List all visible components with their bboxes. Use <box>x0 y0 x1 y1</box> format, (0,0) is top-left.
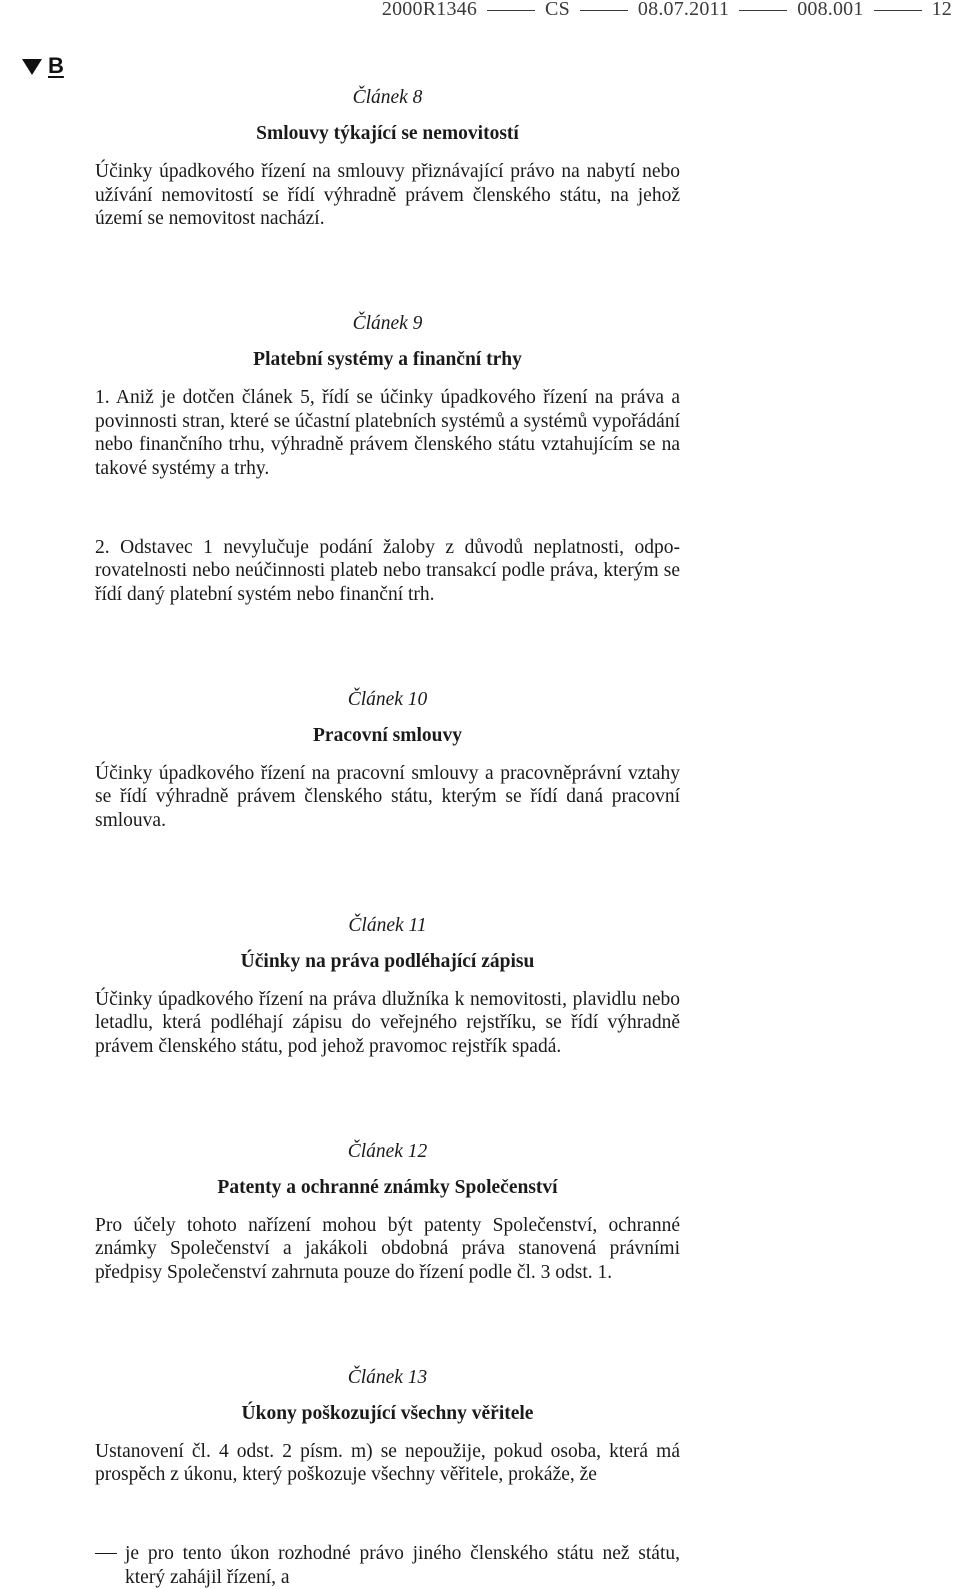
article-title: Účinky na práva podléhající zápisu <box>95 950 680 974</box>
running-header <box>382 0 952 21</box>
article-label: Článek 10 <box>95 688 680 712</box>
doc-id: 2000R1346 <box>382 0 477 20</box>
article-8 <box>95 86 680 231</box>
article-label: Článek 9 <box>95 312 680 336</box>
header-dash <box>739 10 787 11</box>
article-9 <box>95 312 680 606</box>
article-title: Pracovní smlouvy <box>95 724 680 748</box>
header-dash <box>487 10 535 11</box>
amendment-marker-letter: B <box>48 53 64 78</box>
amendment-marker <box>22 53 64 79</box>
doc-lang: CS <box>545 0 570 20</box>
dash-bullet-icon <box>95 1553 117 1589</box>
dash-list-item <box>95 1542 680 1589</box>
article-title: Smlouvy týkající se nemovitostí <box>95 122 680 146</box>
article-paragraph: Účinky úpadkového řízení na smlouvy přiznávající právo na nabytí nebo užívání nemovitostí se řídí výhradně právem členského státu, na jehož území se nemovitost nachází. <box>95 160 680 231</box>
article-label: Článek 12 <box>95 1140 680 1164</box>
article-label: Článek 8 <box>95 86 680 110</box>
doc-date: 08.07.2011 <box>638 0 729 20</box>
doc-version: 008.001 <box>797 0 863 20</box>
article-paragraph: Ustanovení čl. 4 odst. 2 písm. m) se nepoužije, pokud osoba, která má prospěch z úkonu, který poškozuje všechny věřitele, prokáže, že <box>95 1440 680 1487</box>
article-paragraph: Účinky úpadkového řízení na pracovní smlouvy a pracovněprávní vztahy se řídí výhradně právem členského státu, kterým se řídí daná pracovní smlouva. <box>95 762 680 833</box>
article-13 <box>95 1366 680 1589</box>
article-label: Článek 11 <box>95 914 680 938</box>
header-dash <box>874 10 922 11</box>
article-12 <box>95 1140 680 1285</box>
dash-list-item-text: je pro tento úkon rozhodné právo jiného členského státu než státu, který zahájil řízení, a <box>125 1542 680 1589</box>
article-title: Úkony poškozující všechny věřitele <box>95 1402 680 1426</box>
article-paragraph: 1. Aniž je dotčen článek 5, řídí se účinky úpadkového řízení na práva a povinnosti stran, které se účastní platebních systémů a systémů vypořádání nebo finančního trhu, výhradně právem členského státu vztahujícím se na takové systémy a trhy. <box>95 386 680 480</box>
article-title: Platební systémy a finanční trhy <box>95 348 680 372</box>
article-paragraph: Účinky úpadkového řízení na práva dlužníka k nemovitosti, plavidlu nebo letadlu, která podléhají zápisu do veřejného rejstříku, se řídí výhradně právem členského státu, pod jehož pravomoc rejstřík spadá. <box>95 988 680 1059</box>
article-label: Článek 13 <box>95 1366 680 1390</box>
article-paragraph: Pro účely tohoto nařízení mohou být patenty Společenství, ochranné známky Společenství a jakákoli obdobná práva stanovená právními předpisy Společenství zahrnuta pouze do řízení podle čl. 3 odst. 1. <box>95 1214 680 1285</box>
article-title: Patenty a ochranné známky Společenství <box>95 1176 680 1200</box>
article-paragraph: 2. Odstavec 1 nevylučuje podání žaloby z důvodů neplatnosti, odporovatelnosti nebo neúčinnosti plateb nebo transakcí podle práva, kterým se řídí daný platební systém nebo finanční trh. <box>95 536 680 607</box>
header-dash <box>580 10 628 11</box>
article-10 <box>95 688 680 833</box>
document-body <box>95 86 680 1589</box>
article-11 <box>95 914 680 1059</box>
triangle-down-icon <box>22 59 42 75</box>
page-number: 12 <box>932 0 952 20</box>
